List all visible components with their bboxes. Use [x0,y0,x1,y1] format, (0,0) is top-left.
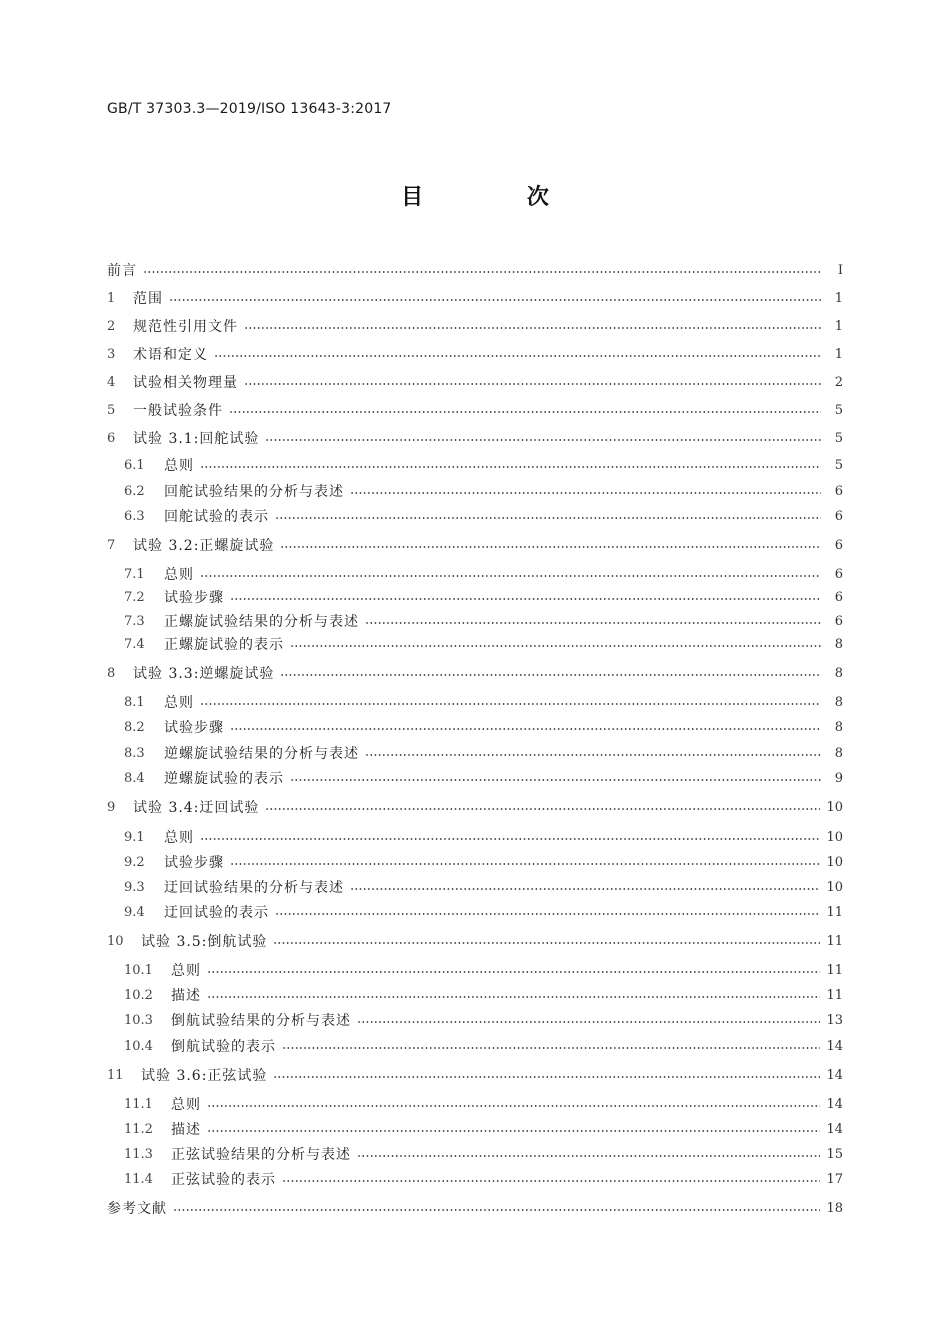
toc-title: 规范性引用文件 [133,319,238,335]
toc-title: 正弦试验结果的分析与表述 [171,1147,351,1163]
toc-entry-6[interactable] [107,427,843,449]
toc-number: 7.3 [124,613,145,629]
toc-entry-6-1[interactable] [124,454,843,476]
dot-leader [265,439,821,441]
toc-title: 总则 [164,458,194,474]
toc-page: 11 [826,904,843,920]
dot-leader [207,1105,820,1107]
toc-entry-5[interactable] [107,399,843,421]
dot-leader [244,383,821,385]
toc-page: 9 [834,770,843,786]
dot-leader [200,703,821,705]
toc-number: 8.3 [124,745,145,761]
toc-number: 10.4 [124,1038,153,1054]
toc-title: 描述 [171,988,201,1004]
toc-entry-7-1[interactable] [124,563,843,585]
toc-page: 17 [826,1171,843,1187]
dot-leader [290,779,821,781]
dot-leader [280,674,821,676]
toc-title: 倒航试验结果的分析与表述 [171,1013,351,1029]
toc-entry-8-3[interactable] [124,742,843,764]
dot-leader [200,466,821,468]
toc-entry-8-1[interactable] [124,691,843,713]
toc-entry-11-2[interactable] [124,1118,843,1140]
toc-page: 14 [826,1096,843,1112]
toc-number: 11.4 [124,1171,153,1187]
toc-title: 试验相关物理量 [133,375,238,391]
toc-title: 正弦试验的表示 [171,1172,276,1188]
toc-entry-8[interactable] [107,662,843,684]
toc-title: 参考文献 [107,1201,167,1217]
toc-number: 7 [107,537,116,553]
dot-leader [265,808,820,810]
toc-page: 6 [834,613,843,629]
toc-title: 试验 3.6:正弦试验 [141,1068,268,1084]
toc-page: 8 [834,665,843,681]
toc-title: 范围 [133,291,163,307]
dot-leader [275,913,820,915]
toc-number: 7.2 [124,589,145,605]
toc-page: 1 [834,346,843,362]
toc-number: 9.4 [124,904,145,920]
toc-number: 6.1 [124,457,145,473]
toc-title: 逆螺旋试验的表示 [164,771,284,787]
toc-entry-6-2[interactable] [124,480,843,502]
dot-leader [230,598,821,600]
dot-leader [357,1155,820,1157]
toc-entry-9-4[interactable] [124,901,843,923]
page-title: 目 次 [401,185,597,210]
toc-entry-9[interactable] [107,796,843,818]
toc-number: 8.1 [124,694,145,710]
toc-number: 9.3 [124,879,145,895]
toc-title: 总则 [164,830,194,846]
toc-entry-10-2[interactable] [124,984,843,1006]
toc-entry-11-1[interactable] [124,1093,843,1115]
toc-page: 14 [826,1121,843,1137]
dot-leader [357,1021,820,1023]
toc-entry-8-4[interactable] [124,767,843,789]
toc-title: 试验 3.1:回舵试验 [133,431,260,447]
toc-page: 11 [826,933,843,949]
toc-page: 8 [834,745,843,761]
toc-page: 8 [834,719,843,735]
toc-number: 8.2 [124,719,145,735]
toc-entry-10-1[interactable] [124,959,843,981]
toc-entry-1[interactable] [107,287,843,309]
toc-number: 1 [107,290,116,306]
toc-entry-9-1[interactable] [124,826,843,848]
toc-title: 迂回试验结果的分析与表述 [164,880,344,896]
toc-entry-10-3[interactable] [124,1009,843,1031]
toc-number: 11.1 [124,1096,153,1112]
toc-title: 逆螺旋试验结果的分析与表述 [164,746,359,762]
toc-entry-11-4[interactable] [124,1168,843,1190]
toc-entry-11[interactable] [107,1064,843,1086]
dot-leader [282,1047,820,1049]
dot-leader [207,996,820,998]
toc-page: 10 [826,799,843,815]
toc-entry-11-3[interactable] [124,1143,843,1165]
toc-number: 7.1 [124,566,145,582]
toc-entry-8-2[interactable] [124,716,843,738]
dot-leader [214,355,821,357]
toc-number: 10.1 [124,962,153,978]
toc-number: 9.2 [124,854,145,870]
document-code: GB/T 37303.3—2019/ISO 13643-3:2017 [107,101,392,117]
toc-title: 正螺旋试验的表示 [164,637,284,653]
toc-title: 回舵试验的表示 [164,509,269,525]
dot-leader [273,1076,820,1078]
toc-page: 6 [834,508,843,524]
dot-leader [365,754,821,756]
toc-number: 9 [107,799,116,815]
dot-leader [200,838,820,840]
dot-leader [244,327,821,329]
dot-leader [273,942,820,944]
toc-entry-7-2[interactable] [124,586,843,608]
toc-page: 18 [826,1200,843,1216]
toc-number: 11 [107,1067,124,1083]
dot-leader [169,299,821,301]
toc-title: 总则 [171,1097,201,1113]
dot-leader [230,728,821,730]
toc-title: 试验 3.2:正螺旋试验 [133,538,275,554]
toc-page: 10 [826,879,843,895]
toc-title: 总则 [164,695,194,711]
toc-page: 10 [826,829,843,845]
dot-leader [290,645,821,647]
toc-number: 9.1 [124,829,145,845]
toc-number: 10.3 [124,1012,153,1028]
toc-title: 试验 3.5:倒航试验 [141,934,268,950]
toc-entry-3[interactable] [107,343,843,365]
toc-number: 4 [107,374,116,390]
toc-title: 前言 [107,263,137,279]
toc-entry-6-3[interactable] [124,505,843,527]
toc-number: 8.4 [124,770,145,786]
toc-page: 11 [826,987,843,1003]
toc-title: 试验 3.4:迂回试验 [133,800,260,816]
toc-page: 5 [834,430,843,446]
dot-leader [173,1209,820,1211]
toc-page: Ⅰ [837,262,843,278]
toc-page: 6 [834,566,843,582]
toc-entry-9-2[interactable] [124,851,843,873]
toc-title: 总则 [171,963,201,979]
toc-number: 10.2 [124,987,153,1003]
toc-page: 15 [826,1146,843,1162]
toc-title: 试验步骤 [164,855,224,871]
toc-number: 6.3 [124,508,145,524]
toc-entry-4[interactable] [107,371,843,393]
toc-entry-7-4[interactable] [124,633,843,655]
toc-page: 13 [826,1012,843,1028]
toc-number: 3 [107,346,116,362]
toc-number: 2 [107,318,116,334]
dot-leader [207,971,820,973]
dot-leader [282,1180,820,1182]
toc-entry-foreword[interactable] [107,259,843,281]
toc-page: 8 [834,636,843,652]
dot-leader [280,546,821,548]
toc-title: 描述 [171,1122,201,1138]
toc-title: 试验步骤 [164,720,224,736]
toc-title: 术语和定义 [133,347,208,363]
dot-leader [230,863,820,865]
toc-page: 1 [834,318,843,334]
toc-page: 6 [834,589,843,605]
toc-number: 6 [107,430,116,446]
toc-title: 回舵试验结果的分析与表述 [164,484,344,500]
toc-title: 总则 [164,567,194,583]
toc-page: 5 [834,402,843,418]
toc-page: 6 [834,483,843,499]
toc-title: 倒航试验的表示 [171,1039,276,1055]
toc-page: 2 [834,374,843,390]
dot-leader [350,888,820,890]
toc-title: 试验步骤 [164,590,224,606]
toc-page: 1 [834,290,843,306]
toc-number: 6.2 [124,483,145,499]
toc-entry-9-3[interactable] [124,876,843,898]
toc-title: 迂回试验的表示 [164,905,269,921]
toc-title: 一般试验条件 [133,403,223,419]
toc-title: 正螺旋试验结果的分析与表述 [164,614,359,630]
toc-number: 11.3 [124,1146,153,1162]
dot-leader [207,1130,820,1132]
toc-title: 试验 3.3:逆螺旋试验 [133,666,275,682]
toc-page: 11 [826,962,843,978]
toc-page: 14 [826,1038,843,1054]
toc-entry-7[interactable] [107,534,843,556]
toc-number: 5 [107,402,116,418]
toc-number: 8 [107,665,116,681]
toc-entry-2[interactable] [107,315,843,337]
toc-number: 10 [107,933,124,949]
toc-page: 14 [826,1067,843,1083]
dot-leader [350,492,821,494]
toc-entry-7-3[interactable] [124,610,843,632]
toc-number: 7.4 [124,636,145,652]
dot-leader [200,575,821,577]
dot-leader [143,271,821,273]
toc-entry-10-4[interactable] [124,1035,843,1057]
toc-page: 8 [834,694,843,710]
dot-leader [365,622,821,624]
toc-page: 10 [826,854,843,870]
toc-entry-bibliography[interactable] [107,1197,843,1219]
toc-number: 11.2 [124,1121,153,1137]
toc-page: 6 [834,537,843,553]
dot-leader [275,517,821,519]
toc-entry-10[interactable] [107,930,843,952]
dot-leader [229,411,821,413]
toc-page: 5 [834,457,843,473]
